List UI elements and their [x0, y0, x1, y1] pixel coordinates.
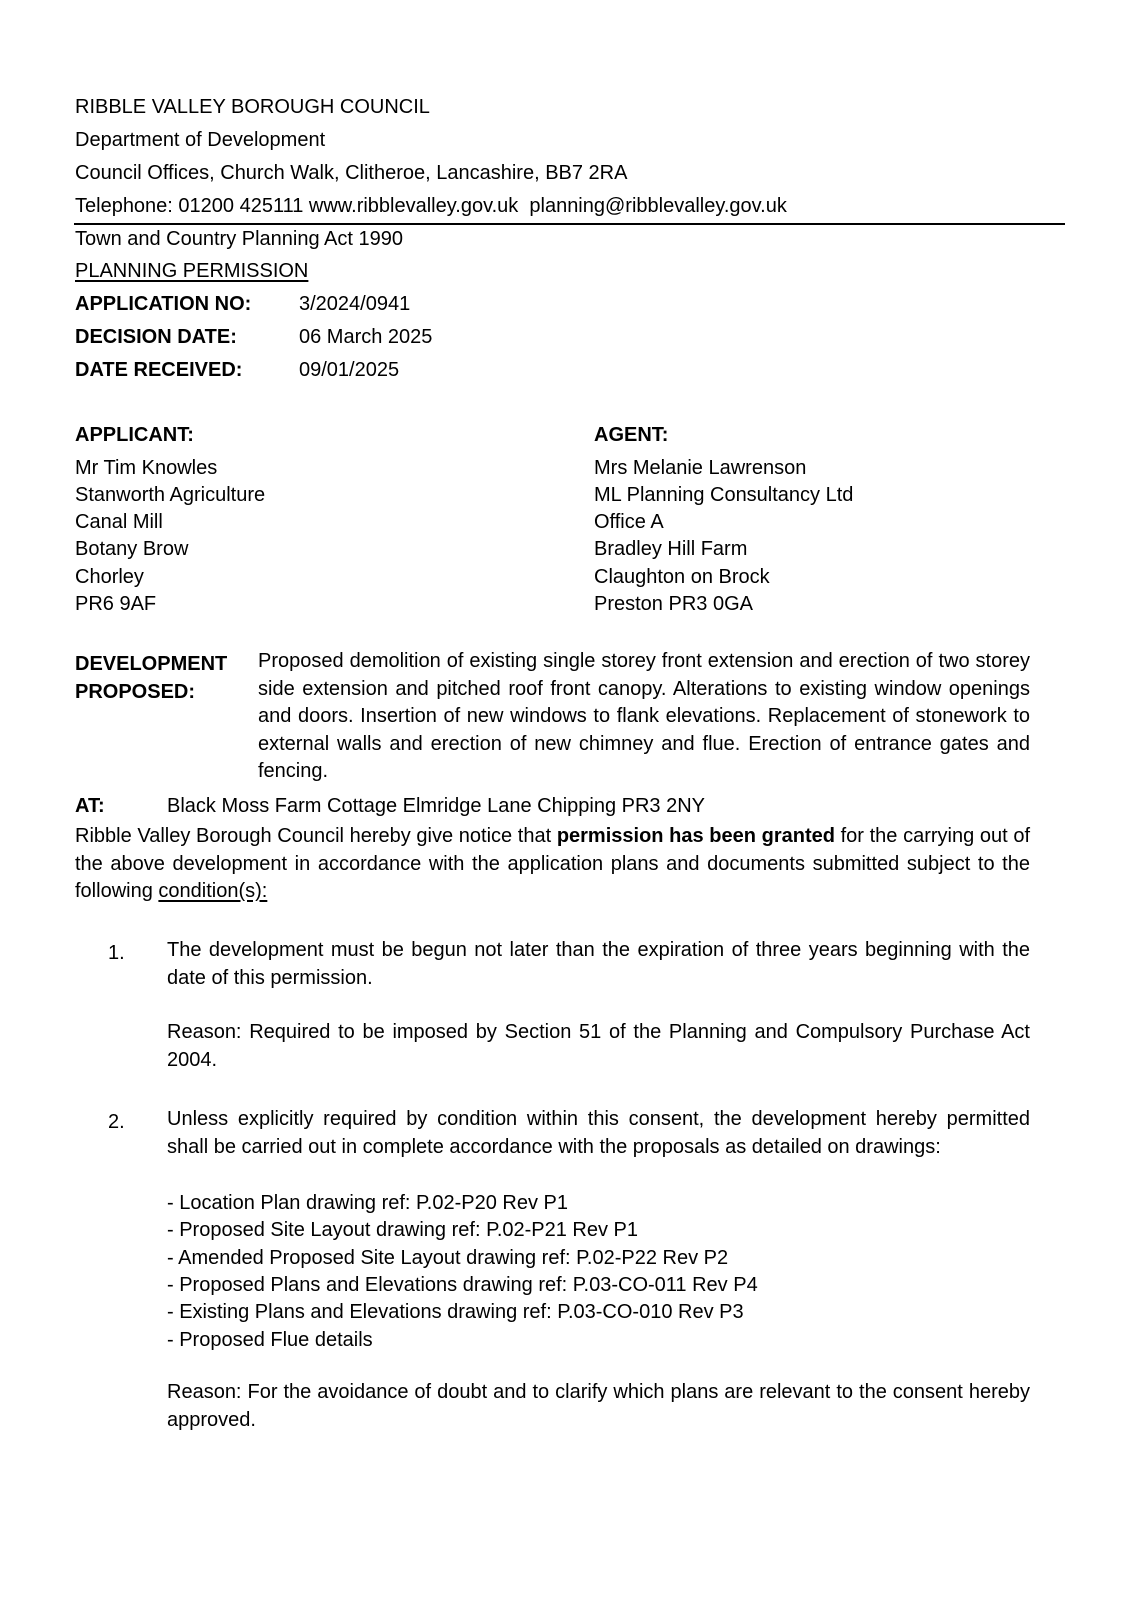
drawing-list-item: - Proposed Plans and Elevations drawing ref: P.03-CO-011 Rev P4	[167, 1274, 758, 1296]
agent-line: ML Planning Consultancy Ltd	[594, 484, 854, 506]
agent-line: Office A	[594, 511, 664, 533]
development-label-line2: PROPOSED:	[75, 681, 196, 703]
applicant-line: Stanworth Agriculture	[75, 484, 266, 506]
applicant-line: Canal Mill	[75, 511, 163, 533]
contact-details: Telephone: 01200 425111 www.ribblevalley.gov.uk planning@ribblevalley.gov.uk	[75, 195, 787, 217]
condition-number: 1.	[108, 942, 125, 964]
drawing-list-item: - Location Plan drawing ref: P.02-P20 Rev P1	[167, 1192, 568, 1214]
decision-date-label: DECISION DATE:	[75, 326, 237, 348]
notice-type: PLANNING PERMISSION	[75, 260, 309, 282]
permission-granted-emphasis: permission has been granted	[556, 825, 835, 847]
development-description: Proposed demolition of existing single storey front extension and erection of two storey side extension and pitched roof front canopy. Alterations to existing window openings and doors. Insertion of new windows to flank elevations. Replacement of stonework to external walls and erection of new chimney and flue. Erection of entrance gates and fencing.	[258, 650, 1030, 782]
agent-heading: AGENT:	[594, 424, 669, 446]
drawing-list-item: - Existing Plans and Elevations drawing ref: P.03-CO-010 Rev P3	[167, 1301, 744, 1323]
agent-line: Mrs Melanie Lawrenson	[594, 457, 807, 479]
agent-line: Bradley Hill Farm	[594, 538, 748, 560]
grant-notice	[75, 823, 1030, 906]
act-title: Town and Country Planning Act 1990	[75, 228, 403, 250]
condition-number: 2.	[108, 1111, 125, 1133]
applicant-line: Mr Tim Knowles	[75, 457, 218, 479]
applicant-heading: APPLICANT:	[75, 424, 194, 446]
date-received-value: 09/01/2025	[299, 359, 400, 381]
drawing-list-item: - Proposed Flue details	[167, 1329, 373, 1351]
condition-text: Unless explicitly required by condition within this consent, the development hereby permitted shall be carried out in complete accordance with the proposals as detailed on drawings:	[167, 1108, 1030, 1158]
conditions-word: condition(s):	[158, 880, 268, 902]
development-label-line1: DEVELOPMENT	[75, 653, 228, 675]
condition-reason: Reason: For the avoidance of doubt and to clarify which plans are relevant to the consent hereby approved.	[167, 1381, 1030, 1431]
department-name: Department of Development	[75, 129, 326, 151]
applicant-line: Botany Brow	[75, 538, 189, 560]
condition-reason: Reason: Required to be imposed by Section 51 of the Planning and Compulsory Purchase Act 2004.	[167, 1021, 1030, 1071]
header-divider	[74, 223, 1065, 225]
council-name: RIBBLE VALLEY BOROUGH COUNCIL	[75, 96, 430, 118]
application-no-label: APPLICATION NO:	[75, 293, 252, 315]
drawing-list-item: - Amended Proposed Site Layout drawing ref: P.02-P22 Rev P2	[167, 1247, 729, 1269]
council-address: Council Offices, Church Walk, Clitheroe, Lancashire, BB7 2RA	[75, 162, 628, 184]
decision-date-value: 06 March 2025	[299, 326, 433, 348]
location-label: AT:	[75, 795, 105, 817]
agent-line: Preston PR3 0GA	[594, 593, 753, 615]
condition-text: The development must be begun not later than the expiration of three years beginning with the date of this permission.	[167, 939, 1030, 989]
applicant-line: Chorley	[75, 566, 144, 588]
drawing-list-item: - Proposed Site Layout drawing ref: P.02-P21 Rev P1	[167, 1219, 639, 1241]
agent-line: Claughton on Brock	[594, 566, 770, 588]
notice-text-after: for the carrying out of the above development in accordance with the application plans and documents submitted subject to the following	[75, 825, 1030, 902]
location-value: Black Moss Farm Cottage Elmridge Lane Chipping PR3 2NY	[167, 795, 706, 817]
notice-text-before: Ribble Valley Borough Council hereby give notice that	[75, 825, 557, 847]
application-no-value: 3/2024/0941	[299, 293, 411, 315]
applicant-line: PR6 9AF	[75, 593, 157, 615]
date-received-label: DATE RECEIVED:	[75, 359, 243, 381]
